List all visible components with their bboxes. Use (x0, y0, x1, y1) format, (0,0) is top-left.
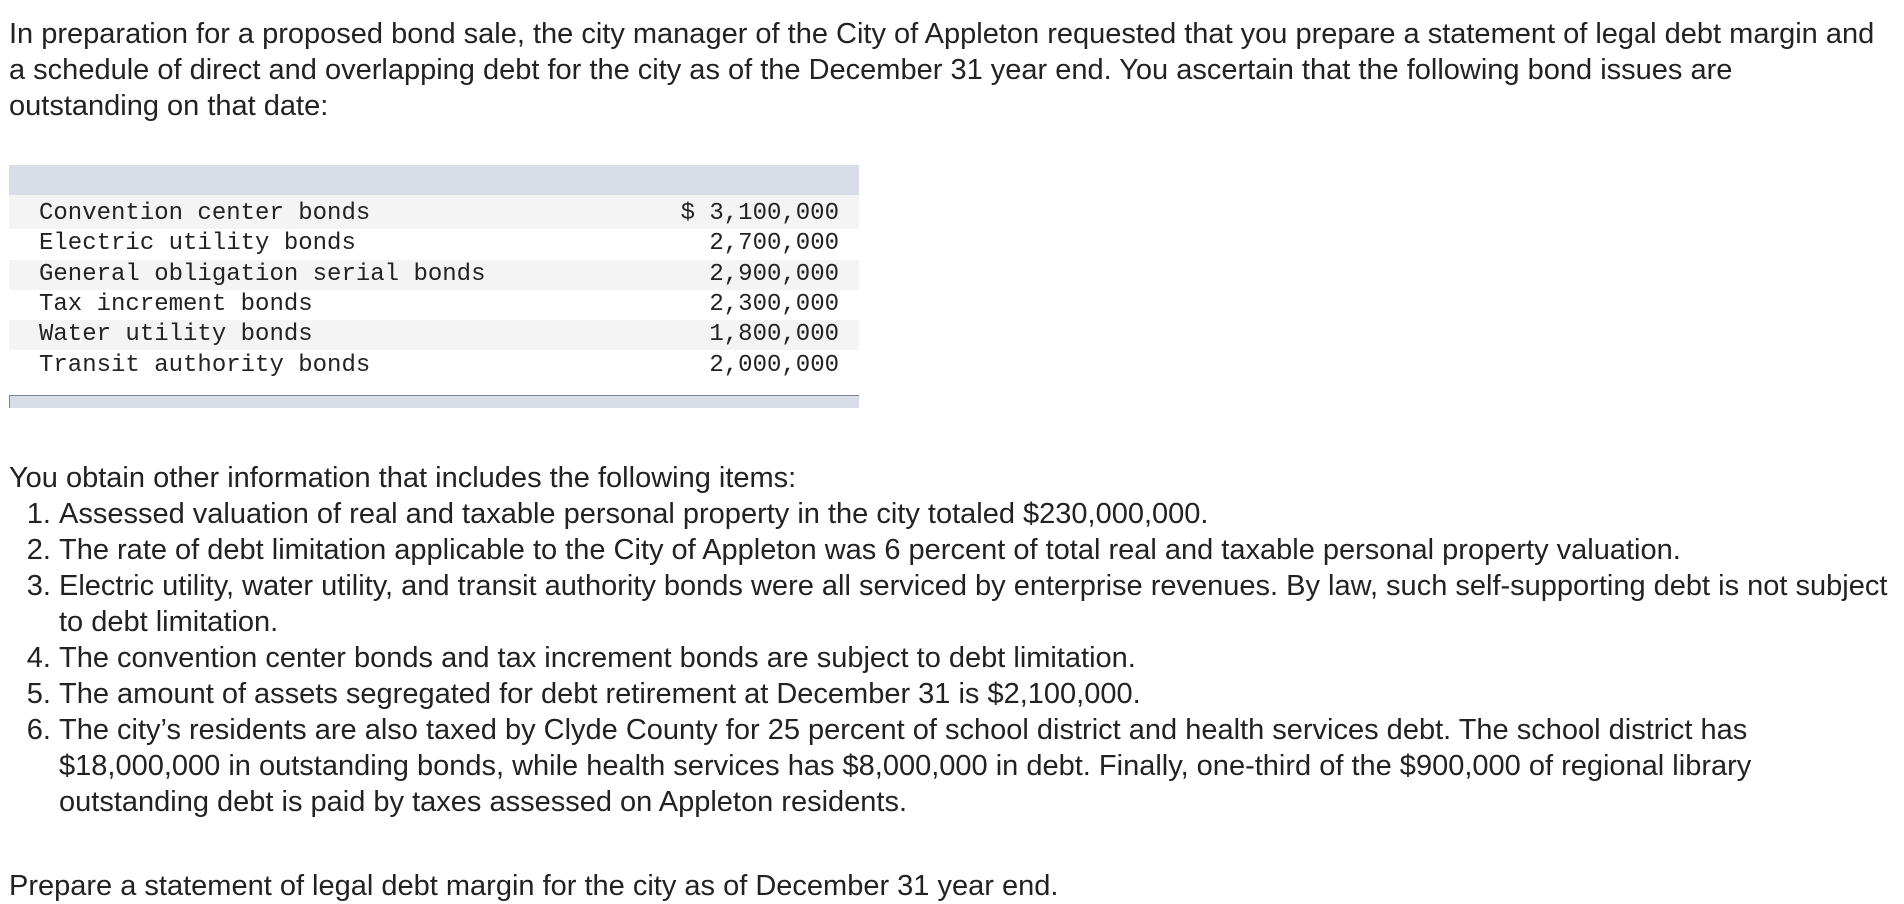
table-row (9, 290, 859, 320)
bond-table (9, 195, 859, 381)
table-row (9, 229, 859, 259)
table-spacer (9, 381, 859, 395)
bond-name: Tax increment bonds (9, 290, 627, 320)
intro-paragraph: In preparation for a proposed bond sale, the city manager of the City of Appleton requested that you prepare a statement of legal debt margin and a schedule of direct and overlapping debt for the city as of the December 31 year end. You ascertain that the following bond issues are outstanding on that date: (9, 18, 1875, 122)
list-item: 2. The rate of debt limitation applicable to the City of Appleton was 6 percent of total real and taxable personal property valuation. (59, 532, 1889, 568)
table-header-bar (9, 165, 859, 195)
list-item: 1. Assessed valuation of real and taxable personal property in the city totaled $230,000,000. (59, 496, 1889, 532)
bond-amount: 1,800,000 (627, 320, 859, 350)
list-item: 3. Electric utility, water utility, and transit authority bonds were all serviced by enterprise revenues. By law, such self-supporting debt is not subject to debt limitation. (59, 568, 1889, 640)
bond-amount: $ 3,100,000 (627, 195, 859, 229)
information-section (9, 460, 1889, 820)
bond-amount: 2,000,000 (627, 350, 859, 380)
bond-amount: 2,900,000 (627, 260, 859, 290)
table-row (9, 195, 859, 229)
bond-name: Electric utility bonds (9, 229, 627, 259)
bond-name: Transit authority bonds (9, 350, 627, 380)
bond-name: General obligation serial bonds (9, 260, 627, 290)
problem-content (9, 16, 1889, 820)
list-item: 4. The convention center bonds and tax increment bonds are subject to debt limitation. (59, 640, 1889, 676)
bond-amount: 2,700,000 (627, 229, 859, 259)
bond-name: Convention center bonds (9, 195, 627, 229)
info-intro: You obtain other information that includes the following items: (9, 461, 797, 494)
information-list (9, 496, 1889, 820)
list-item: 6. The city’s residents are also taxed by Clyde County for 25 percent of school district and health services debt. The school district has $18,000,000 in outstanding bonds, while health services has $8,000,000 in debt. Finally, one-third of the $900,000 of regional library outstanding debt is paid by taxes assessed on Appleton residents. (59, 712, 1889, 820)
requirement-text: Prepare a statement of legal debt margin for the city as of December 31 year end. (9, 870, 1059, 902)
table-footer-bar (9, 395, 859, 408)
table-row (9, 260, 859, 290)
list-item: 5. The amount of assets segregated for debt retirement at December 31 is $2,100,000. (59, 676, 1889, 712)
bond-name: Water utility bonds (9, 320, 627, 350)
table-row (9, 320, 859, 350)
bond-amount: 2,300,000 (627, 290, 859, 320)
table-row (9, 350, 859, 380)
bond-table-container (9, 165, 859, 408)
